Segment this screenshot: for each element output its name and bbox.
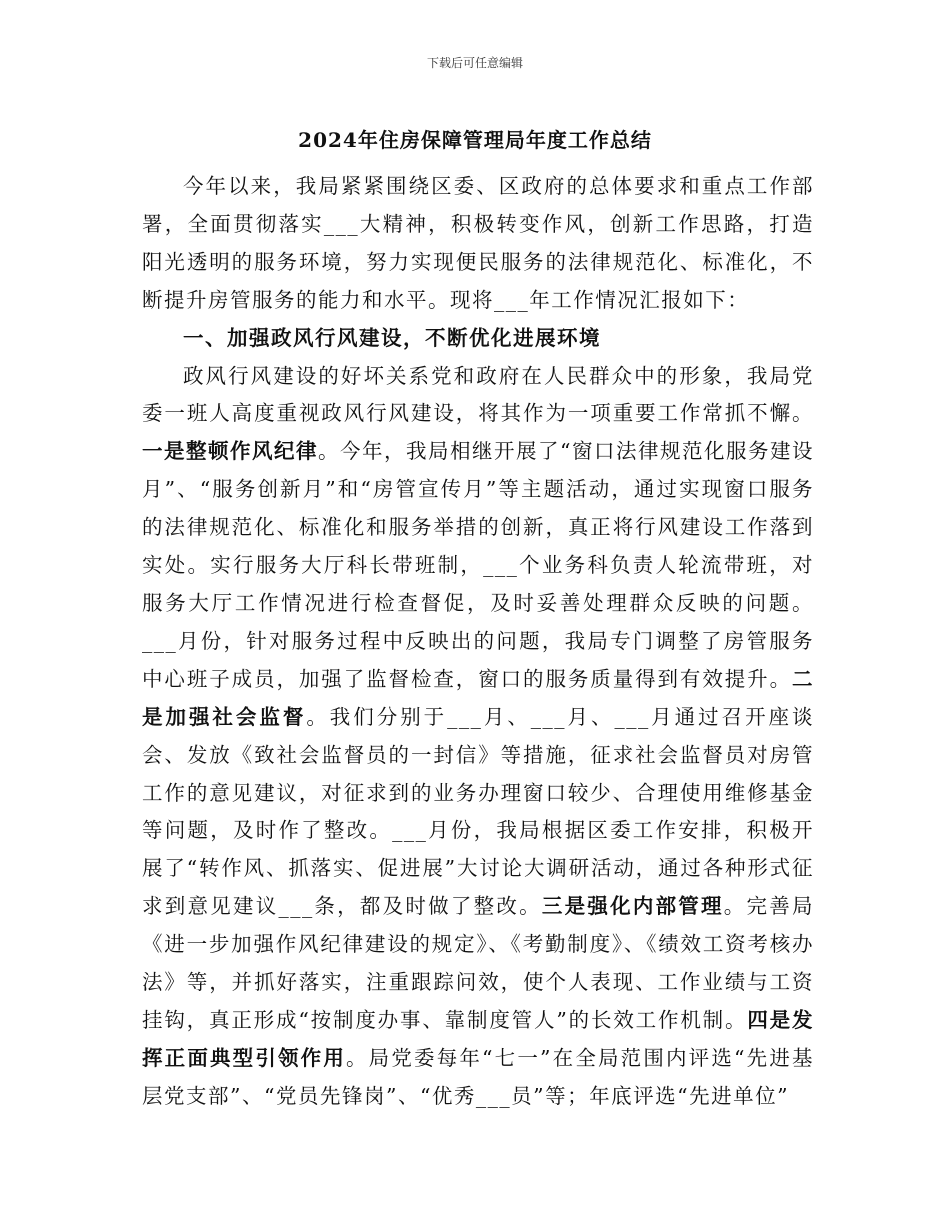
point-three-label: 三是强化内部管理 (541, 894, 724, 919)
point-four-text: 。局党委每年“七一”在全局范围内评选“先进基层党支部”、“党员先锋岗”、“优秀___员”等；年底评选“先进单位” (142, 1045, 814, 1108)
section-paragraph (142, 358, 814, 1116)
section-heading: 一、加强政风行风建设，不断优化进展环境 (183, 325, 601, 350)
document-body (142, 168, 814, 1116)
point-one-label: 一是整顿作风纪律 (142, 439, 319, 464)
point-three-text: 。完善局《进一步加强作风纪律建设的规定》、《考勤制度》、《绩效工资考核办法》等，并抓好落实，注重跟踪问效，使个人表现、工作业绩与工资挂钩，真正形成“按制度办事、靠制度管人”的长效工作机制。 (142, 894, 815, 1032)
point-two-text: 。我们分别于___月、___月、___月通过召开座谈会、发放《致社会监督员的一封信》等措施，征求社会监督员对房管工作的意见建议，对征求到的业务办理窗口较少、合理使用维修基金等问题，及时作了整改。___月份，我局根据区委工作安排，积极开展了“转作风、抓落实、促进展”大讨论大调研活动，通过各种形式征求到意见建议___条，都及时做了整改。 (142, 704, 815, 919)
point-four-label: 四是发挥正面典型引领作用 (142, 1007, 814, 1070)
document-title: 2024年住房保障管理局年度工作总结 (298, 128, 652, 152)
point-one-text: 。今年，我局相继开展了“窗口法律规范化服务建设月”、“服务创新月”和“房管宣传月”等主题活动，通过实现窗口服务的法律规范化、标准化和服务举措的创新，真正将行风建设工作落到实处。实行服务大厅科长带班制，___个业务科负责人轮流带班，对服务大厅工作情况进行检查督促，及时妥善处理群众反映的问题。___月份，针对服务过程中反映出的问题，我局专门调整了房管服务中心班子成员，加强了监督检查，窗口的服务质量得到有效提升。 (142, 439, 815, 691)
paragraph-lead: 政风行风建设的好坏关系党和政府在人民群众中的形象，我局党委一班人高度重视政风行风建设，将其作为一项重要工作常抓不懈。 (142, 363, 814, 426)
intro-paragraph: 今年以来，我局紧紧围绕区委、区政府的总体要求和重点工作部署，全面贯彻落实___大精神，积极转变作风，创新工作思路，打造阳光透明的服务环境，努力实现便民服务的法律规范化、标准化，不断提升房管服务的能力和水平。现将___年工作情况汇报如下： (142, 174, 814, 312)
point-two-label: 二是加强社会监督 (142, 666, 814, 729)
header-note: 下载后可任意编辑 (426, 56, 523, 70)
